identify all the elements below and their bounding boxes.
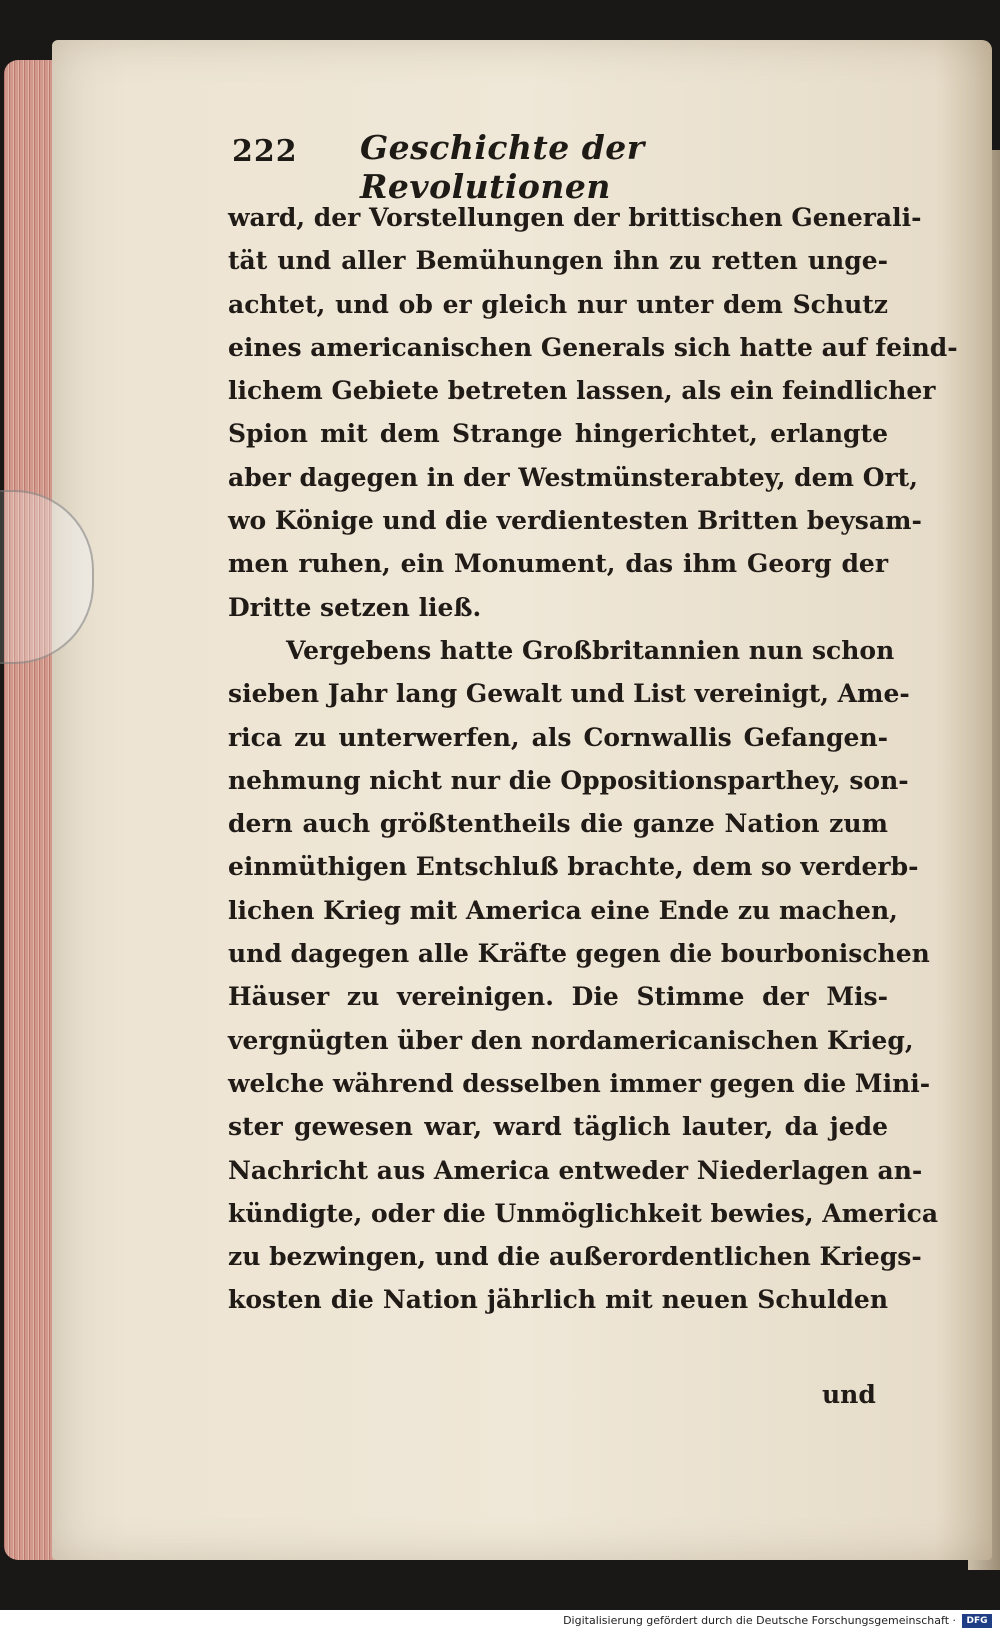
text-line: Vergebens hatte Großbritannien nun schon xyxy=(286,635,895,665)
text-line: sieben Jahr lang Gewalt und List vereinigt, Ame- xyxy=(228,679,910,709)
text-line: Dritte setzen ließ. xyxy=(228,592,482,622)
text-line: zu bezwingen, und die außerordentlichen Kriegs- xyxy=(228,1242,922,1272)
funding-credit: Digitalisierung gefördert durch die Deutsche Forschungsgemeinschaft · xyxy=(563,1614,956,1627)
catchword: und xyxy=(822,1380,876,1409)
text-line: ster gewesen war, ward täglich lauter, da jede xyxy=(228,1112,888,1142)
text-line: kosten die Nation jährlich mit neuen Schulden xyxy=(228,1285,888,1315)
text-line: aber dagegen in der Westmünsterabtey, dem Ort, xyxy=(228,462,918,492)
footer xyxy=(0,1610,1000,1632)
text-line: rica zu unterwerfen, als Cornwallis Gefangen- xyxy=(228,722,888,752)
page-header xyxy=(232,128,792,206)
page-number: 222 xyxy=(232,134,298,169)
text-line: einmüthigen Entschluß brachte, dem so verderb- xyxy=(228,852,919,882)
text-line: men ruhen, ein Monument, das ihm Georg der xyxy=(228,549,888,579)
text-line: achtet, und ob er gleich nur unter dem Schutz xyxy=(228,289,888,319)
text-line: wo Könige und die verdientesten Britten beysam- xyxy=(228,506,922,536)
text-line: vergnügten über den nordamericanischen Krieg, xyxy=(228,1025,914,1055)
text-line: Nachricht aus America entweder Niederlagen an- xyxy=(228,1155,923,1185)
body-text xyxy=(228,196,958,1322)
text-line: Häuser zu vereinigen. Die Stimme der Mis- xyxy=(228,982,888,1012)
text-line: eines americanischen Generals sich hatte auf feind- xyxy=(228,332,958,362)
text-line: und dagegen alle Kräfte gegen die bourbonischen xyxy=(228,939,930,969)
text-line: nehmung nicht nur die Oppositionsparthey, son- xyxy=(228,765,909,795)
running-title: Geschichte der Revolutionen xyxy=(360,128,645,206)
text-line: lichen Krieg mit America eine Ende zu machen, xyxy=(228,895,898,925)
text-line: welche während desselben immer gegen die Mini- xyxy=(228,1068,931,1098)
text-line: kündigte, oder die Unmöglichkeit bewies, America xyxy=(228,1198,939,1228)
text-line: ward, der Vorstellungen der brittischen Generali- xyxy=(228,203,922,232)
text-line: dern auch größtentheils die ganze Nation zum xyxy=(228,809,888,839)
dfg-logo: DFG xyxy=(962,1614,992,1628)
text-line: lichem Gebiete betreten lassen, als ein feindlicher xyxy=(228,376,936,406)
text-line: tät und aller Bemühungen ihn zu retten unge- xyxy=(228,246,888,276)
text-line: Spion mit dem Strange hingerichtet, erlangte xyxy=(228,419,888,449)
